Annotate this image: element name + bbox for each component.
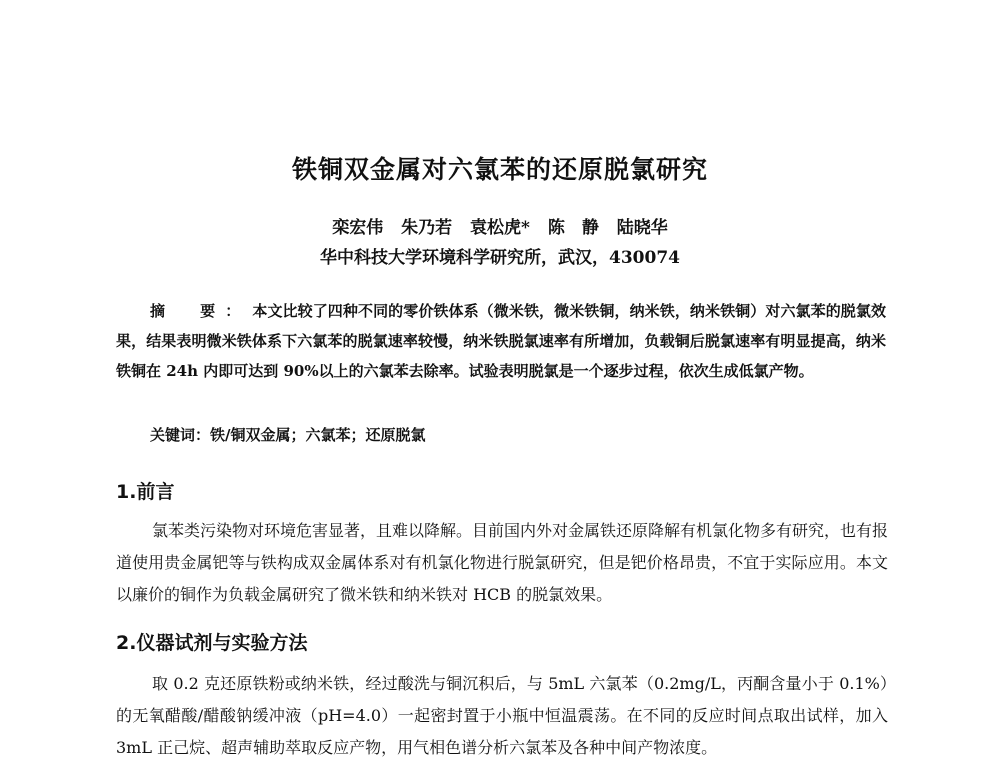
author-name: 陆晓华 xyxy=(616,218,668,238)
author-name: 栾宏伟 xyxy=(332,218,384,238)
keywords-text: 铁/铜双金属；六氯苯；还原脱氯 xyxy=(210,426,426,444)
abstract xyxy=(116,296,886,386)
keywords xyxy=(150,424,890,445)
abstract-label: 摘 要： xyxy=(150,302,251,320)
paper-title: 铁铜双金属对六氯苯的还原脱氯研究 xyxy=(291,155,708,184)
section-heading-methods: 2.仪器试剂与实验方法 xyxy=(116,632,308,654)
section-paragraph-introduction: 氯苯类污染物对环境危害显著，且难以降解。目前国内外对金属铁还原降解有机氯化物多有研究，也有报道使用贵金属钯等与铁构成双金属体系对有机氯化物进行脱氯研究，但是钯价格昂贵，不宜于实际应用。本文以廉价的铜作为负载金属研究了微米铁和纳米铁对 HCB 的脱氯效果。 xyxy=(116,521,889,604)
author-name: 朱乃若 xyxy=(401,218,453,238)
author-name: 袁松虎* xyxy=(470,218,530,238)
section-paragraph-methods: 取 0.2 克还原铁粉或纳米铁，经过酸洗与铜沉积后，与 5mL 六氯苯（0.2mg/L，丙酮含量小于 0.1%）的无氧醋酸/醋酸钠缓冲液（pH=4.0）一起密封置于小瓶中恒温震荡。在不同的反应时间点取出试样，加入 3mL 正己烷、超声辅助萃取反应产物，用气相色谱分析六氯苯及各种中间产物浓度。 xyxy=(116,674,888,757)
keywords-label: 关键词： xyxy=(150,426,211,444)
affiliation: 华中科技大学环境科学研究所，武汉，430074 xyxy=(320,248,680,268)
section-heading-introduction: 1.前言 xyxy=(116,481,175,503)
abstract-text: 本文比较了四种不同的零价铁体系（微米铁，微米铁铜，纳米铁，纳米铁铜）对六氯苯的脱氯效果，结果表明微米铁体系下六氯苯的脱氯速率较慢，纳米铁脱氯速率有所增加，负载铜后脱氯速率有明显提高，纳米铁铜在 24h 内即可达到 90%以上的六氯苯去除率。试验表明脱氯是一个逐步过程，依次生成低氯产物。 xyxy=(116,302,886,380)
author-list xyxy=(0,213,1000,238)
author-name: 陈 静 xyxy=(547,218,599,238)
